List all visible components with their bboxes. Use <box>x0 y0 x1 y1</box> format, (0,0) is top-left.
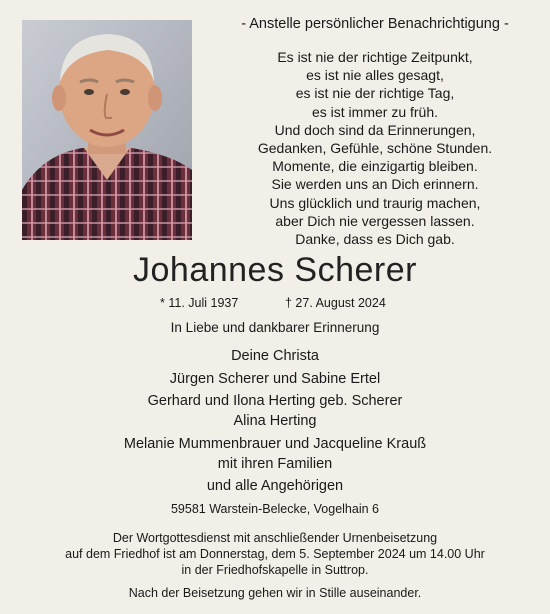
poem-line: Sie werden uns an Dich erinnern. <box>271 176 479 193</box>
memory-line: In Liebe und dankbarer Erinnerung <box>170 320 380 335</box>
birth-date: * 11. Juli 1937 <box>160 296 239 310</box>
poem <box>200 48 550 248</box>
closing-line: Nach der Beisetzung gehen wir in Stille auseinander. <box>128 586 422 600</box>
poem-line: es ist immer zu früh. <box>311 103 439 120</box>
poem-line: Und doch sind da Erinnerungen, <box>274 121 476 138</box>
portrait-photo <box>22 20 192 240</box>
notice-text: - Anstelle persönlicher Benachrichtigung - <box>241 16 509 32</box>
service-line: Der Wortgottesdienst mit anschließender Urnenbeisetzung <box>112 531 438 545</box>
family-list <box>0 346 550 496</box>
poem-line: Uns glücklich und traurig machen, <box>269 194 481 211</box>
poem-line: es ist nie der richtige Tag, <box>295 85 455 102</box>
service-line: auf dem Friedhof ist am Donnerstag, dem 5. September 2024 um 14.00 Uhr <box>65 547 485 561</box>
family-line: Gerhard und Ilona Herting geb. Scherer <box>147 393 403 409</box>
family-line: Alina Herting <box>233 413 317 429</box>
poem-line: Momente, die einzigartig bleiben. <box>272 158 478 175</box>
service-info <box>0 530 550 578</box>
poem-line: Danke, dass es Dich gab. <box>295 231 455 248</box>
poem-line: es ist nie alles gesagt, <box>306 67 444 84</box>
poem-line: aber Dich nie vergessen lassen. <box>275 212 475 229</box>
poem-line: Gedanken, Gefühle, schöne Stunden. <box>257 140 493 157</box>
service-line: in der Friedhofskapelle in Suttrop. <box>181 563 369 577</box>
family-line: und alle Angehörigen <box>206 478 344 494</box>
portrait-illustration <box>22 20 192 240</box>
address: 59581 Warstein-Belecke, Vogelhain 6 <box>170 502 379 516</box>
poem-line: Es ist nie der richtige Zeitpunkt, <box>277 49 473 65</box>
death-date: † 27. August 2024 <box>285 296 386 310</box>
family-line: Deine Christa <box>231 348 319 364</box>
family-line: Jürgen Scherer und Sabine Ertel <box>169 370 381 387</box>
deceased-name: Johannes Scherer <box>133 251 417 289</box>
family-line: mit ihren Familien <box>217 455 333 472</box>
family-line: Melanie Mummenbrauer und Jacqueline Krauß <box>123 435 427 452</box>
